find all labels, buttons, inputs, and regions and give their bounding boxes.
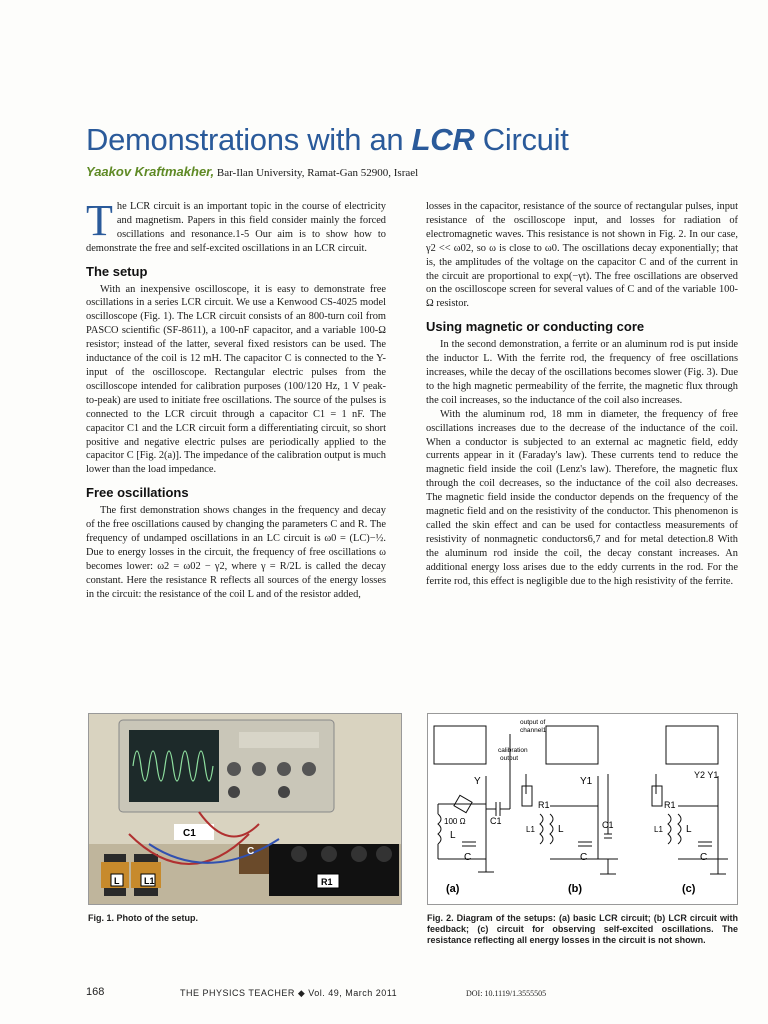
doi: DOI: 10.1119/1.3555505 (466, 989, 547, 998)
label-l-b: L (558, 824, 564, 835)
article-title: Demonstrations with an LCR Circuit (86, 122, 569, 157)
heading-free-oscillations: Free oscillations (86, 485, 189, 501)
continued-paragraph: losses in the capacitor, resistance of the source of rectangular pulses, input resistance of the oscilloscope input, and losses for radiation of electromagnetic waves. This resistance is not shown in Fig. 2. In our case, γ2 << ω02, so ω is close to ω0. The oscillations decay exponentially; that is, the amplitudes of the voltage on the capacitor C and of the current in the circuit are proportional to exp(−γt). The free oscillations are observed on the oscilloscope screen for several values of C and of the variable 100-Ω resistor. (426, 201, 738, 310)
label-a: (a) (446, 883, 460, 895)
label-y1: Y1 (580, 776, 593, 787)
label-r1-b: R1 (538, 800, 550, 810)
label-l1-b: L1 (526, 825, 535, 834)
label-c-b: C (580, 852, 588, 863)
label-cal-output: output (500, 755, 519, 762)
heading-setup: The setup (86, 263, 148, 279)
page-number: 168 (86, 986, 105, 998)
left-column (86, 196, 386, 601)
label-c1-b: C1 (602, 820, 614, 830)
core-paragraph-1: In the second demonstration, a ferrite or an aluminum rod is put inside the inductor L. With the ferrite rod, the frequency of free oscillations increases, while the decay of the oscillations becomes slower (Fig. 3). Due to the high magnetic permeability of the ferrite, the magnetic flux through the coil increases, so the inductance of the coil also increases. (426, 339, 738, 406)
setup-photo-illustration (89, 714, 402, 905)
label-r1: R1 (321, 877, 333, 887)
label-y: Y (474, 776, 481, 787)
author-name: Yaakov Kraftmakher, (86, 164, 215, 179)
label-l-c: L (686, 824, 692, 835)
label-c: C (247, 846, 255, 857)
label-b: (b) (568, 883, 583, 895)
label-c1-a: C1 (490, 816, 502, 826)
label-c-sub: (c) (682, 883, 696, 895)
setup-paragraph: With an inexpensive oscilloscope, it is easy to demonstrate free oscillations in a series LCR circuit. We use a Kenwood CS-4025 model oscilloscope (Fig. 1). The LCR circuit consists of an 800-turn coil from PASCO scientific (SF-8611), a 100-nF capacitor, and a variable 100-Ω resistor; instead of the latter, several fixed resistors can be used. The inductance of the coil is 12 mH. The capacitor C is connected to the Y-input of the oscilloscope. Rectangular electric pulses from the oscilloscope intended for calibration purposes (100/120 Hz, 1 V peak-to-peak) are used to initiate free oscillations. The source of the pulses is connected to the LCR circuit through a capacitor C1 = 1 nF. The capacitor C1 and the LCR circuit form a differentiating circuit, so short positive and negative electric pulses are periodically applied to the capacitor C [Fig. 2(a)]. The impedance of the calibration output is much lower than the load impedance. (86, 283, 386, 476)
label-l1-c: L1 (654, 825, 663, 834)
figure-1-caption: Fig. 1. Photo of the setup. (88, 913, 198, 923)
author-affiliation: Bar-Ilan University, Ramat-Gan 52900, Israel (216, 167, 419, 179)
journal-footer: THE PHYSICS TEACHER ◆ Vol. 49, March 2011 (180, 988, 398, 998)
label-c1: C1 (183, 828, 196, 839)
figure-1-photo (88, 713, 402, 905)
figure-2-caption: Fig. 2. Diagram of the setups: (a) basic LCR circuit; (b) LCR circuit with feedback; (c) circuit for observing self-excited oscillations. The resistance reflecting all energy losses in the circuit is not shown. (427, 913, 738, 945)
free-paragraph: The first demonstration shows changes in the frequency and decay of the free oscillations caused by changing the parameters C and R. The frequency of undamped oscillations in an LC circuit is ω0 = (LC)−½. Due to energy losses in the circuit, the frequency of free oscillations ω becomes lower: ω2 = ω02 − γ2, where γ = R/2L is called the decay constant. Here the resistance R reflects all sources of the energy losses in the circuit: the resistance of the coil L and of the resistor added, (86, 505, 386, 600)
heading-core: Using magnetic or conducting core (426, 319, 645, 335)
core-paragraph-2: With the aluminum rod, 18 mm in diameter, the frequency of free oscillations increases due to the decrease of the inductance of the coil. When a conductor is subjected to an external ac magnetic field, eddy currents appear in it (Faraday's law). These currents tend to reduce the magnetic field inside the coil (Lenz's law). Therefore, the magnetic flux through the coil decreases, so the inductance of the coil also decreases. The magnetic field inside the conductor depends on the frequency of the magnetic field and on the resistivity of the conductor. This phenomenon is called the skin effect and can be used for contactless measurements of resistivity of nonmagnetic conductors6,7 and for metal detection.8 With the aluminum rod inside the coil, the decay constant increases. An additional energy loss arises due to the eddy currents in the rod. For the ferrite rod, this effect is negligible due to the high resistivity of the ferrite. (426, 408, 738, 587)
label-output-of: output of (520, 719, 546, 726)
label-c-c: C (700, 852, 708, 863)
figure-2-diagram (427, 713, 738, 905)
label-r1-c: R1 (664, 800, 676, 810)
label-l-a: L (450, 830, 456, 841)
label-channel1: channel1 (520, 727, 547, 734)
circuit-diagram (428, 714, 739, 906)
label-calibration: calibration (498, 747, 528, 754)
label-y2-y1: Y2 Y1 (694, 770, 719, 780)
drop-cap: T (86, 196, 113, 245)
label-l1: L1 (144, 876, 155, 886)
label-c-a: C (464, 852, 472, 863)
byline (86, 164, 726, 179)
label-l: L (114, 876, 120, 886)
right-column (426, 200, 738, 588)
label-100-ohm: 100 Ω (444, 817, 466, 826)
intro-paragraph: The LCR circuit is an important topic in the course of electricity and magnetism. Papers in this field consider mainly the forced oscillations and resonance.1-5 Our aim is to show how to demonstrate the free and self-excited oscillations in an LCR circuit. (86, 196, 386, 254)
